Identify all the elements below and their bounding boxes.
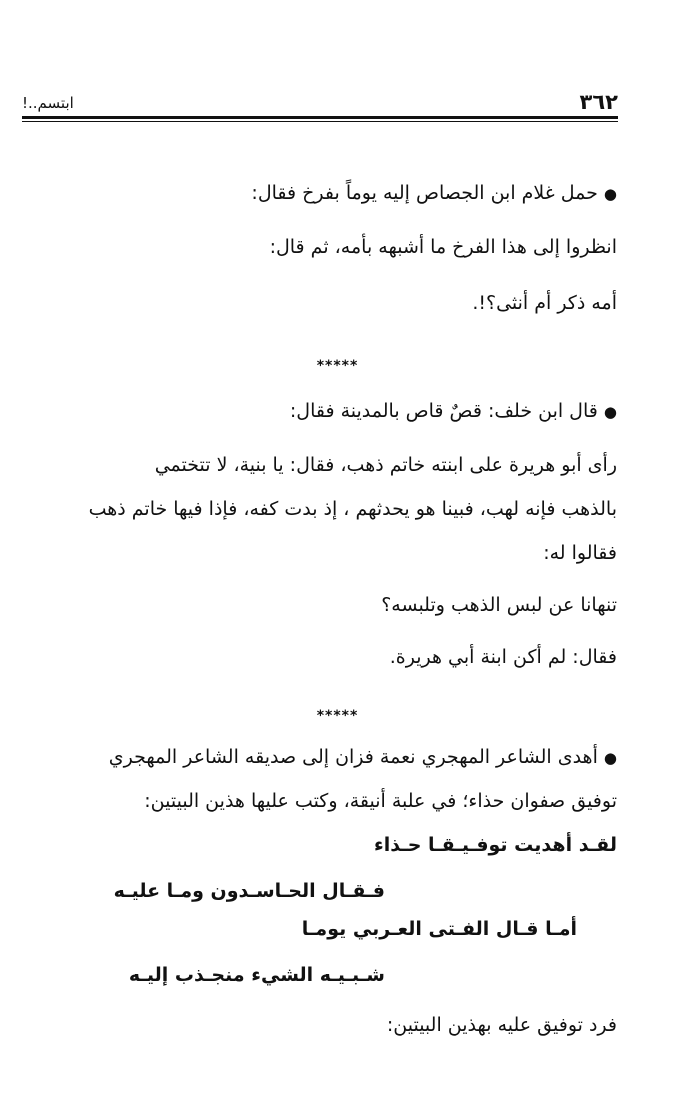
anecdote-1-line-1: حمل غلام ابن الجصاص إليه يوماً بفرخ فقال: xyxy=(251,182,598,204)
anecdote-1-line-2: انظروا إلى هذا الفرخ ما أشبهه بأمه، ثم قال: xyxy=(269,236,617,258)
poem-verse-2a: أمـا قـال الفـتى العـربي يومـا xyxy=(301,918,577,940)
anecdote-1-line-3: أمه ذكر أم أنثى؟!. xyxy=(472,292,617,314)
anecdote-2-line-1: رأى أبو هريرة على ابنته خاتم ذهب، فقال: يا بنية، لا تتختمي xyxy=(154,454,617,476)
bullet-icon: ● xyxy=(603,749,617,767)
paragraph-line xyxy=(109,742,617,773)
anecdote-2-line-2: بالذهب فإنه لهب، فبينا هو يحدثهم ، إذ بدت كفه، فإذا فيها خاتم ذهب xyxy=(88,498,617,520)
header-rule-thin xyxy=(22,121,618,122)
poem-verse-1b: فـقـال الحـاسـدون ومـا عليـه xyxy=(113,880,385,902)
anecdote-3-line-1: أهدى الشاعر المهجري نعمة فزان إلى صديقه الشاعر المهجري xyxy=(108,746,598,768)
paragraph-line xyxy=(290,396,617,427)
poem-verse-2b: شـبـيـه الشيء منجـذب إليـه xyxy=(128,964,385,986)
anecdote-3-line-2: توفيق صفوان حذاء؛ في علبة أنيقة، وكتب عليها هذين البيتين: xyxy=(144,790,617,812)
header-rule-thick xyxy=(22,116,618,119)
bullet-icon: ● xyxy=(603,403,617,421)
bullet-icon: ● xyxy=(603,185,617,203)
page-number: ٣٦٢ xyxy=(579,90,618,114)
section-separator: ***** xyxy=(316,358,359,374)
anecdote-2-intro: قال ابن خلف: قصٌ قاص بالمدينة فقال: xyxy=(289,400,598,422)
poem-verse-1a: لقـد أهديت توفـيـقـا حـذاء xyxy=(374,834,617,856)
anecdote-2-line-5: فقال: لم أكن ابنة أبي هريرة. xyxy=(389,646,617,668)
page-header xyxy=(22,90,618,114)
anecdote-3-closing: فرد توفيق عليه بهذين البيتين: xyxy=(386,1014,617,1036)
anecdote-2-line-3: فقالوا له: xyxy=(543,542,617,564)
anecdote-2-line-4: تنهانا عن لبس الذهب وتلبسه؟ xyxy=(381,594,617,616)
running-title: ابتسم..! xyxy=(22,94,74,112)
paragraph-line xyxy=(251,178,617,209)
section-separator: ***** xyxy=(316,708,359,724)
